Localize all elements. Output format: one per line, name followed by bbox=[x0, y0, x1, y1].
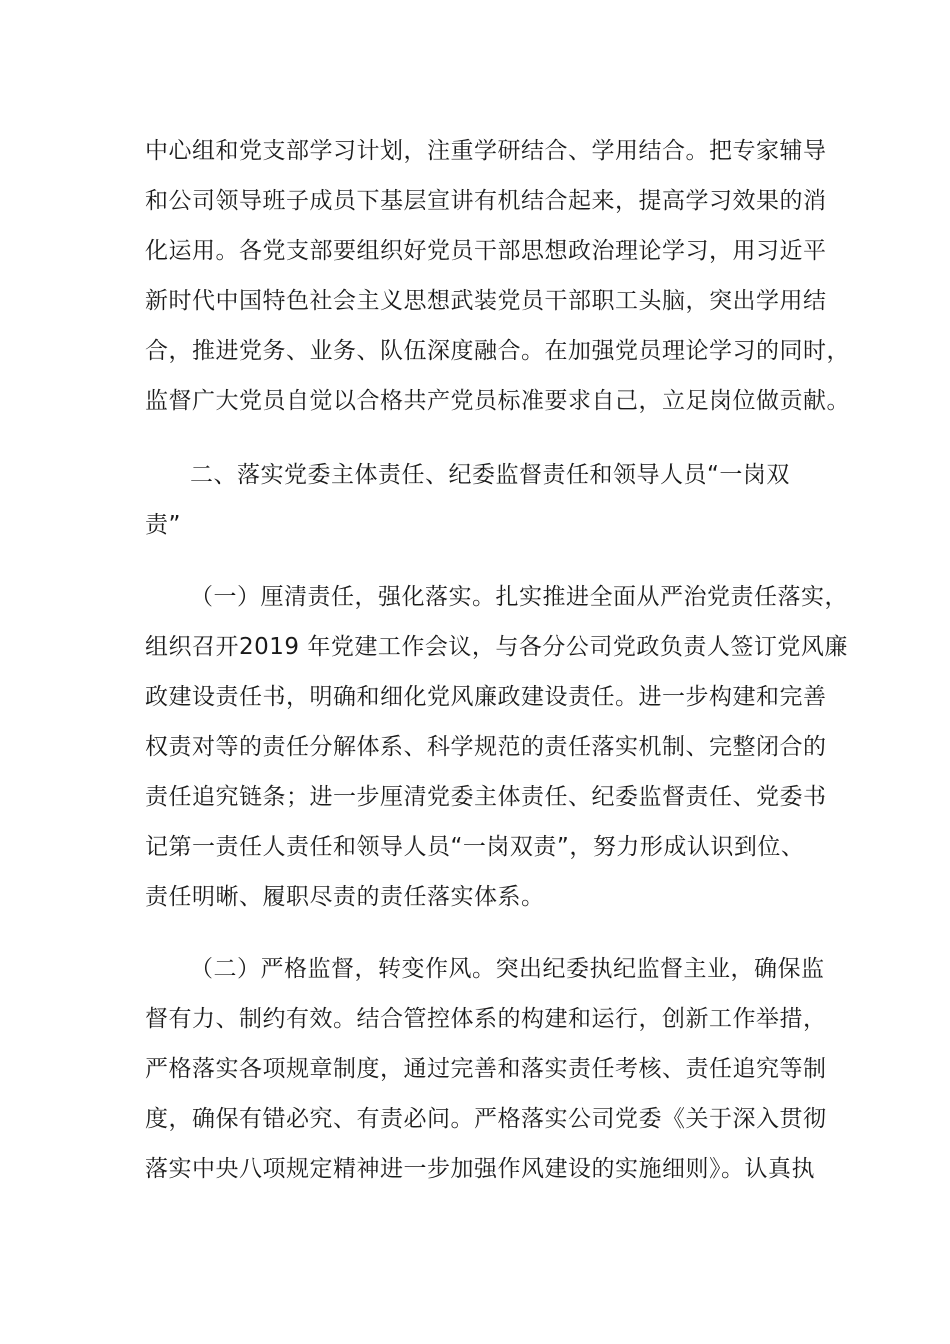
paragraph-1-line-5: 合，推进党务、业务、队伍深度融合。在加强党员理论学习的同时， bbox=[145, 338, 850, 364]
paragraph-1-line-4: 新时代中国特色社会主义思想武装党员干部职工头脑，突出学用结 bbox=[145, 288, 827, 314]
paragraph-2-line-1: （一）厘清责任，强化落实。扎实推进全面从严治党责任落实， bbox=[190, 584, 848, 610]
paragraph-3-line-5: 落实中央八项规定精神进一步加强作风建设的实施细则》。认真执 bbox=[145, 1156, 815, 1182]
paragraph-1-line-2: 和公司领导班子成员下基层宣讲有机结合起来，提高学习效果的消 bbox=[145, 188, 827, 214]
paragraph-2-line-4: 权责对等的责任分解体系、科学规范的责任落实机制、完整闭合的 bbox=[145, 734, 827, 760]
section-heading-line-1: 二、落实党委主体责任、纪委监督责任和领导人员“一岗双 bbox=[190, 462, 790, 488]
section-heading-line-2: 责” bbox=[145, 512, 181, 538]
paragraph-2-line-5: 责任追究链条；进一步厘清党委主体责任、纪委监督责任、党委书 bbox=[145, 784, 827, 810]
paragraph-2-line-6: 记第一责任人责任和领导人员“一岗双责”，努力形成认识到位、 bbox=[145, 834, 805, 860]
paragraph-1-line-1: 中心组和党支部学习计划，注重学研结合、学用结合。把专家辅导 bbox=[145, 138, 827, 164]
paragraph-1-line-6: 监督广大党员自觉以合格共产党员标准要求自己，立足岗位做贡献。 bbox=[145, 388, 850, 414]
paragraph-2-line-2: 组织召开2019 年党建工作会议，与各分公司党政负责人签订党风廉 bbox=[145, 634, 848, 660]
paragraph-3-line-2: 督有力、制约有效。结合管控体系的构建和运行，创新工作举措， bbox=[145, 1006, 827, 1032]
paragraph-3-line-4: 度，确保有错必究、有责必问。严格落实公司党委《关于深入贯彻 bbox=[145, 1106, 827, 1132]
paragraph-2-line-3: 政建设责任书，明确和细化党风廉政建设责任。进一步构建和完善 bbox=[145, 684, 827, 710]
paragraph-3-line-3: 严格落实各项规章制度，通过完善和落实责任考核、责任追究等制 bbox=[145, 1056, 827, 1082]
paragraph-1-line-3: 化运用。各党支部要组织好党员干部思想政治理论学习，用习近平 bbox=[145, 238, 827, 264]
paragraph-2-line-7: 责任明晰、履职尽责的责任落实体系。 bbox=[145, 884, 545, 910]
paragraph-3-line-1: （二）严格监督，转变作风。突出纪委执纪监督主业，确保监 bbox=[190, 956, 825, 982]
